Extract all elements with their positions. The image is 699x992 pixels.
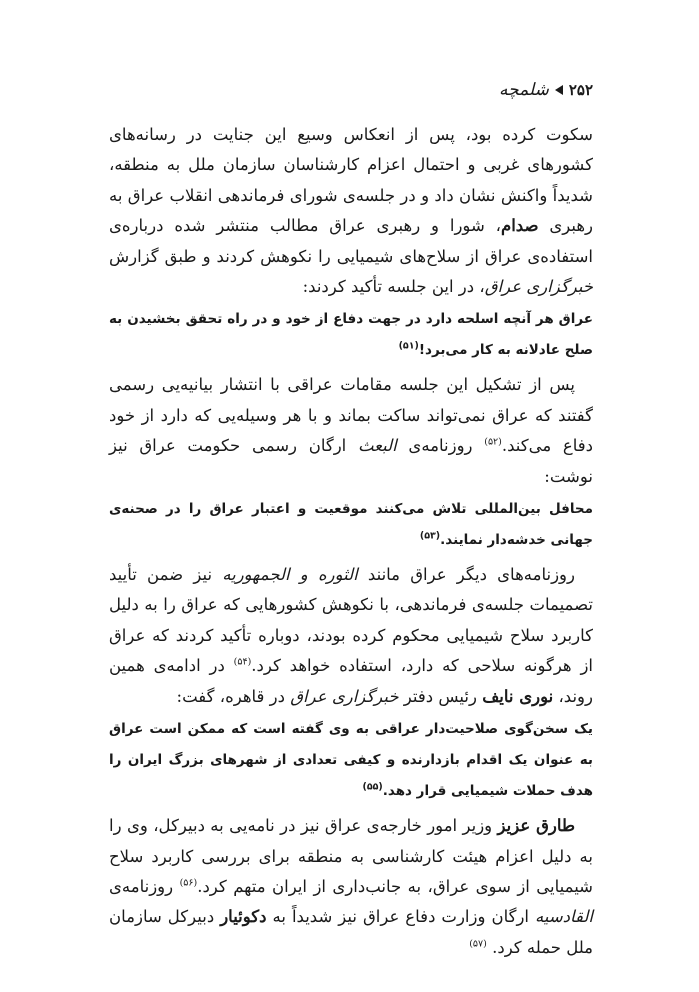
footnote-ref: (۵۵) xyxy=(362,781,383,793)
running-header xyxy=(499,80,593,100)
triangle-marker-icon xyxy=(555,85,563,95)
book-title: شلمچه xyxy=(499,80,549,100)
footnote-ref: (۵۴) xyxy=(233,656,252,668)
body-text xyxy=(109,120,593,963)
italic-term: القادسیه xyxy=(535,907,593,927)
italic-term: البعث xyxy=(357,436,397,456)
bold-term: دکوئیار xyxy=(220,907,267,927)
bold-term: طارق عزیز xyxy=(497,816,575,836)
paragraph-3: روزنامه‌های دیگر عراق مانند الثوره و الجمهوریه نیز ضمن تأیید تصمیمات جلسه‌ی فرماندهی، با نکوهش کشورهایی که عراق را به دلیل کاربرد سلاح شیمیایی محکوم کرده بودند، دوباره تأکید کردند که عراق از هرگونه سلاحی که دارد، استفاده خواهد کرد.$^{(۵۴)}$ در ادامه‌ی همین روند، نوری نایف رئیس دفتر خبرگزاری عراق در قاهره، گفت: xyxy=(109,565,593,706)
paragraph-2: پس از تشکیل این جلسه مقامات عراقی با انتشار بیانیه‌یی رسمی گفتند که عراق نمی‌تواند ساکت بماند و با هر وسیله‌یی که دارد از خود دفاع می‌کند.$^{(۵۲)}$ روزنامه‌ی البعث ارگان رسمی حکومت عراق نیز نوشت: xyxy=(109,375,593,486)
italic-term: خبرگزاری عراق xyxy=(484,277,593,297)
footnote-ref: (۵۱) xyxy=(398,340,419,352)
footnote-ref: (۵۷) xyxy=(469,938,487,950)
page-number: ۲۵۲ xyxy=(568,81,593,99)
paragraph-4: طارق عزیز وزیر امور خارجه‌ی عراق نیز در نامه‌یی به دبیرکل، وی را به دلیل اعزام هیئت کارشناسی به منطقه برای بررسی کاربرد سلاح شیمیایی از سوی عراق، به جانب‌داری از ایران متهم کرد.$^{(۵۶)}$ روزنامه‌ی القادسیه ارگان وزارت دفاع عراق نیز شدیداً به دکوئیار دبیرکل سازمان ملل حمله کرد. $^{(۵۷)}$ xyxy=(109,816,594,957)
bold-term: نوری نایف xyxy=(482,686,554,706)
italic-term: خبرگزاری عراق xyxy=(290,686,399,706)
quote-2: محافل بین‌المللی تلاش می‌کنند موقعیت و اعتبار عراق را در صحنه‌ی جهانی خدشه‌دار نمایند.$^{(۵۳)}$ xyxy=(109,501,593,549)
paragraph-1: سکوت کرده بود، پس از انعکاس وسیع این جنایت در رسانه‌های کشورهای غربی و احتمال اعزام کارشناسان سازمان ملل به منطقه، شدیداً واکنش نشان داد و در جلسه‌ی شورای فرماندهی انقلاب عراق به رهبری صدام، شورا و رهبری عراق مطالب منتشر شده درباره‌ی استفاده‌ی عراق از سلاح‌های شیمیایی را نکوهش کردند و طبق گزارش خبرگزاری عراق، در این جلسه تأکید کردند: xyxy=(109,125,594,297)
italic-term: الثوره و الجمهوریه xyxy=(222,565,358,585)
quote-1: عراق هر آنچه اسلحه دارد در جهت دفاع از خود و در راه تحقق بخشیدن به صلح عادلانه به کار می‌برد!$^{(۵۱)}$ xyxy=(109,311,593,359)
footnote-ref: (۵۳) xyxy=(419,530,441,542)
footnote-ref: (۵۶) xyxy=(179,877,198,889)
footnote-ref: (۵۲) xyxy=(484,436,502,448)
quote-3: یک سخن‌گوی صلاحیت‌دار عراقی به وی گفته است که ممکن است عراق به عنوان یک اقدام بازدارنده و کیفی تعدادی از شهرهای بزرگ ایران را هدف حملات شیمیایی قرار دهد.$^{(۵۵)}$ xyxy=(109,721,593,800)
bold-term: صدام xyxy=(500,216,539,236)
